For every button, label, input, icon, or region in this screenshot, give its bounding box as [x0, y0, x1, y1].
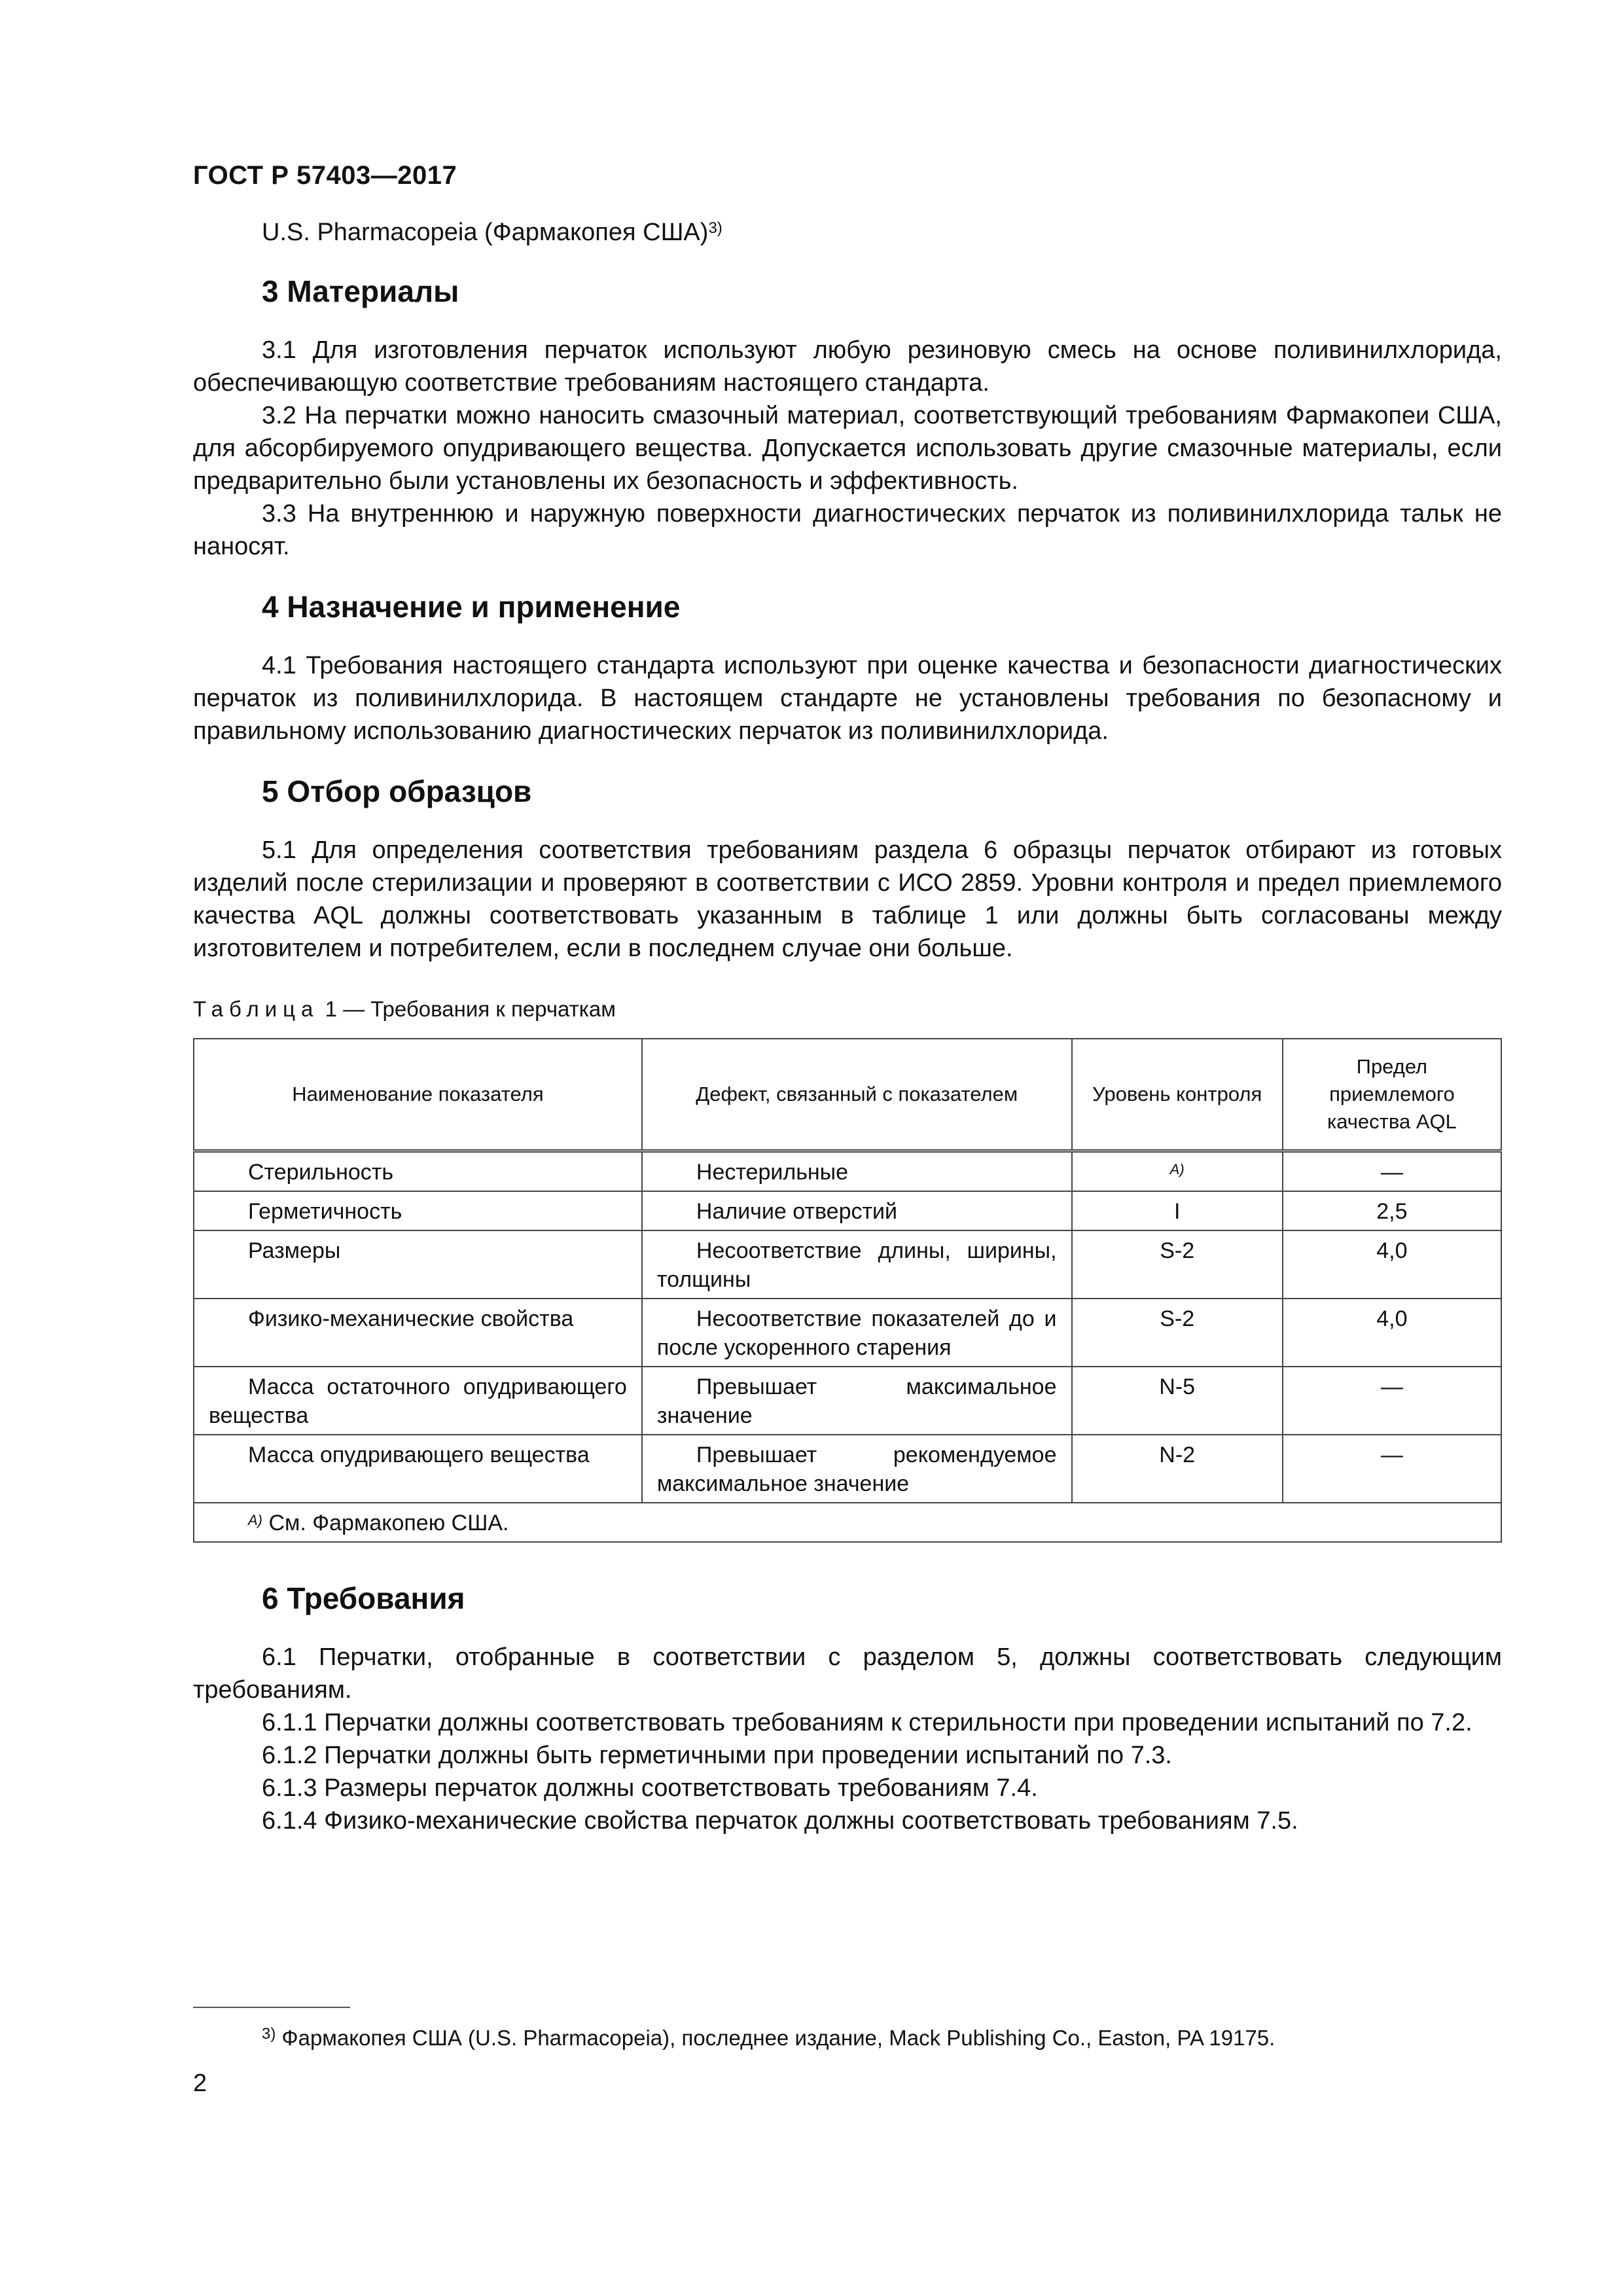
- cell-aql: —: [1283, 1367, 1501, 1435]
- document-header: ГОСТ Р 57403—2017: [193, 161, 457, 190]
- page-footnote: [262, 2024, 1275, 2053]
- header-control-level: Уровень контроля: [1072, 1039, 1283, 1151]
- cell-defect: Превышает рекомендуемое максимальное значение: [642, 1435, 1072, 1503]
- pharmacopeia-reference-text: U.S. Pharmacopeia (Фармакопея США): [262, 219, 709, 246]
- pharmacopeia-reference: [193, 216, 1502, 249]
- cell-aql: —: [1283, 1151, 1501, 1192]
- cell-defect: Нестерильные: [642, 1151, 1072, 1192]
- header-defect: Дефект, связанный с показателем: [642, 1039, 1072, 1151]
- table-footnote: [194, 1503, 1501, 1542]
- table-row: [194, 1435, 1501, 1503]
- table-row: [194, 1191, 1501, 1230]
- requirements-table: [193, 1038, 1502, 1543]
- cell-control-level: [1072, 1151, 1283, 1192]
- footnote-text: Фармакопея США (U.S. Pharmacopeia), последнее издание, Mack Publishing Co., Easton, PA 19175.: [281, 2026, 1275, 2050]
- footnote-ref-3: 3): [708, 219, 722, 237]
- cell-control-level: I: [1072, 1191, 1283, 1230]
- footnote-divider: [193, 2007, 350, 2008]
- paragraph-6-1-4: 6.1.4 Физико-механические свойства перчаток должны соответствовать требованиям 7.5.: [262, 1807, 1298, 1835]
- cell-defect: Наличие отверстий: [642, 1191, 1072, 1230]
- cell-control-level: S-2: [1072, 1299, 1283, 1367]
- table-row: [194, 1367, 1501, 1435]
- cell-indicator-name: Масса опудривающего вещества: [194, 1435, 642, 1503]
- table-footnote-text: См. Фармакопею США.: [268, 1511, 509, 1535]
- paragraph-3-2: 3.2 На перчатки можно наносить смазочный материал, соответствующий требованиям Фармакопеи США, для абсорбируемого опудривающего вещества. Допускается использовать другие смазочные материалы, если предварительно были установлены их безопасность и эффективность.: [193, 402, 1502, 495]
- cell-aql: 2,5: [1283, 1191, 1501, 1230]
- paragraph-6-1: 6.1 Перчатки, отобранные в соответствии с разделом 5, должны соответствовать следующим требованиям.: [193, 1643, 1502, 1704]
- cell-indicator-name: Стерильность: [194, 1151, 642, 1192]
- table-footnote-mark: A): [248, 1512, 262, 1528]
- header-indicator-name: Наименование показателя: [194, 1039, 642, 1151]
- table-footnote-row: [194, 1503, 1501, 1542]
- paragraph-5-1: 5.1 Для определения соответствия требованиям раздела 6 образцы перчаток отбирают из готовых изделий после стерилизации и проверяют в соответствии с ИСО 2859. Уровни контроля и предел приемлемого качества AQL должны соответствовать указанным в таблице 1 или должны быть согласованы между изготовителем и потребителем, если в последнем случае они больше.: [193, 836, 1502, 962]
- cell-aql: —: [1283, 1435, 1501, 1503]
- page-number: 2: [193, 2070, 207, 2097]
- cell-aql: 4,0: [1283, 1299, 1501, 1367]
- cell-defect: Несоответствие показателей до и после ускоренного старения: [642, 1299, 1072, 1367]
- table-row: [194, 1151, 1501, 1192]
- cell-indicator-name: Физико-механические свойства: [194, 1299, 642, 1367]
- footnote-mark-3: 3): [262, 2025, 276, 2043]
- paragraph-6-1-2: 6.1.2 Перчатки должны быть герметичными при проведении испытаний по 7.3.: [262, 1742, 1172, 1769]
- table-1-caption-word: Таблица: [193, 997, 319, 1021]
- section-5-title: 5 Отбор образцов: [262, 774, 532, 808]
- section-6-title: 6 Требования: [262, 1581, 465, 1615]
- cell-aql: 4,0: [1283, 1230, 1501, 1299]
- header-aql: Предел приемлемого качества AQL: [1283, 1039, 1501, 1151]
- paragraph-6-1-1: 6.1.1 Перчатки должны соответствовать требованиям к стерильности при проведении испытаний по 7.2.: [262, 1709, 1472, 1736]
- table-1-caption-title: 1 — Требования к перчаткам: [325, 997, 616, 1021]
- cell-control-level: N-5: [1072, 1367, 1283, 1435]
- footnote-ref-a: A): [1169, 1161, 1185, 1177]
- cell-control-level: N-2: [1072, 1435, 1283, 1503]
- section-4-title: 4 Назначение и применение: [262, 590, 681, 624]
- paragraph-4-1: 4.1 Требования настоящего стандарта используют при оценке качества и безопасности диагностических перчаток из поливинилхлорида. В настоящем стандарте не установлены требования по безопасному и правильному использованию диагностических перчаток из поливинилхлорида.: [193, 652, 1502, 745]
- section-3-title: 3 Материалы: [262, 274, 459, 308]
- paragraph-3-1: 3.1 Для изготовления перчаток используют любую резиновую смесь на основе поливинилхлорида, обеспечивающую соответствие требованиям настоящего стандарта.: [193, 336, 1502, 397]
- cell-control-level: S-2: [1072, 1230, 1283, 1299]
- cell-indicator-name: Масса остаточного опудривающего вещества: [194, 1367, 642, 1435]
- cell-indicator-name: Размеры: [194, 1230, 642, 1299]
- cell-defect: Превышает максимальное значение: [642, 1367, 1072, 1435]
- table-1-caption: [193, 995, 1502, 1024]
- table-row: [194, 1299, 1501, 1367]
- cell-indicator-name: Герметичность: [194, 1191, 642, 1230]
- table-header-row: [194, 1039, 1501, 1151]
- table-row: [194, 1230, 1501, 1299]
- paragraph-3-3: 3.3 На внутреннюю и наружную поверхности диагностических перчаток из поливинилхлорида тальк не наносят.: [193, 500, 1502, 560]
- paragraph-6-1-3: 6.1.3 Размеры перчаток должны соответствовать требованиям 7.4.: [262, 1774, 1038, 1802]
- document-body: [193, 216, 1502, 1837]
- cell-defect: Несоответствие длины, ширины, толщины: [642, 1230, 1072, 1299]
